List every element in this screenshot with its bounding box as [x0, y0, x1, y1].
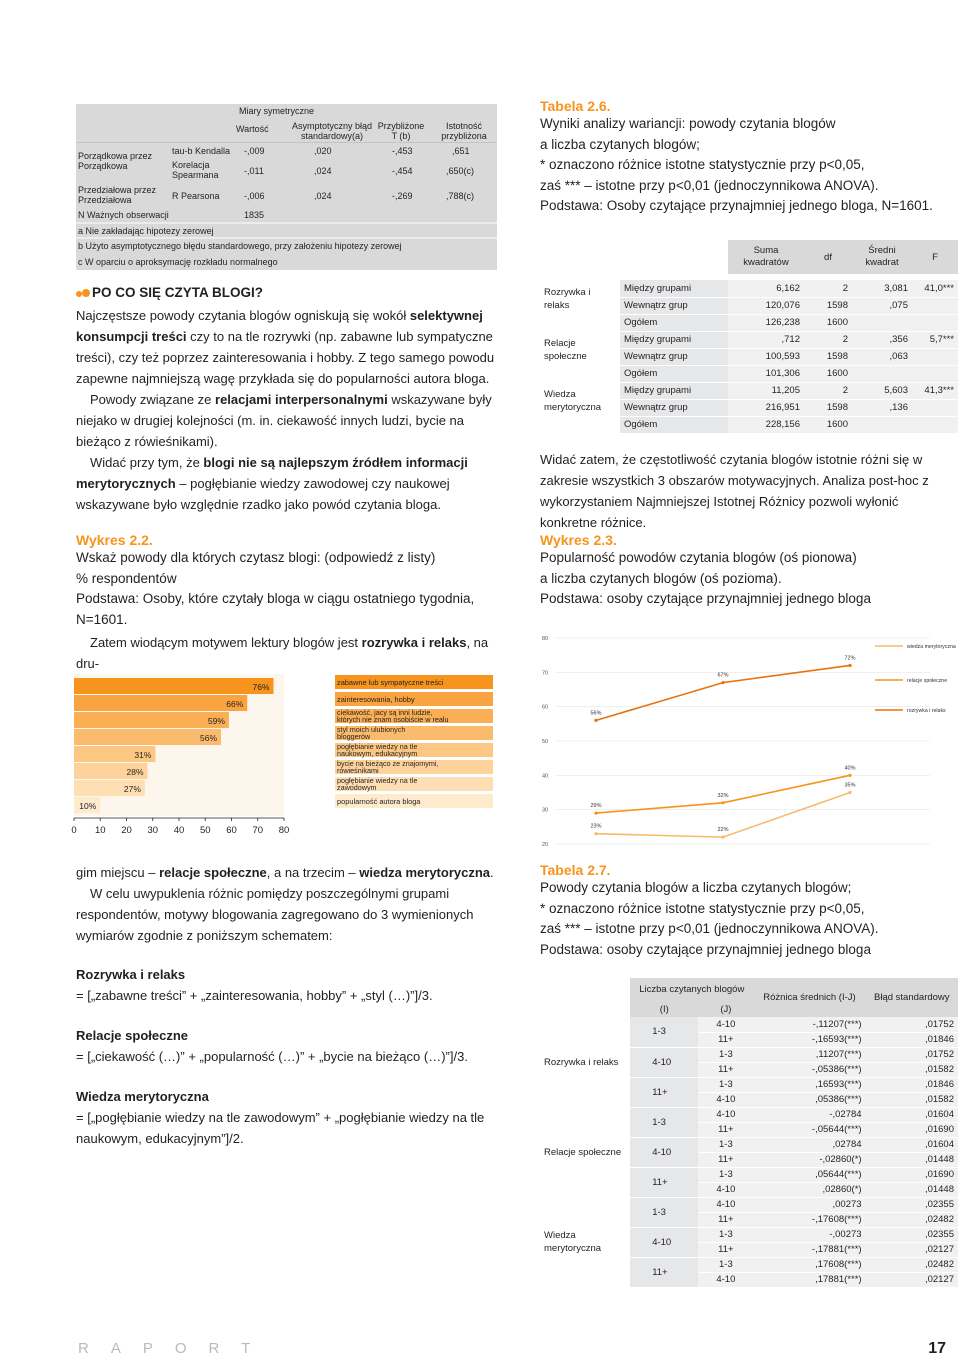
table-26-line-5: Podstawa: Osoby czytające przynajmniej jednego bloga, N=1601.	[540, 198, 933, 213]
posthoc-cell: ,17608(***)	[753, 1257, 865, 1272]
x-tick-label: 50	[199, 825, 211, 836]
anova-cell: 100,593	[728, 348, 804, 365]
posthoc-cell: ,01846	[866, 1077, 958, 1092]
posthoc-cell: ,01752	[866, 1047, 958, 1062]
chart-22-caption	[76, 532, 500, 674]
posthoc-j-cell: 11+	[698, 1122, 753, 1137]
posthoc-cell: -,02860(*)	[753, 1152, 865, 1167]
spss-row1-sub2: Korelacja Spearmana	[172, 160, 219, 180]
bar-value-label: 66%	[226, 699, 244, 709]
posthoc-cell: ,05386(***)	[753, 1092, 865, 1107]
table-27-line-4: Podstawa: osoby czytające przynajmniej jednego bloga	[540, 941, 871, 957]
posthoc-row	[540, 1107, 958, 1122]
posthoc-cell: ,02860(*)	[753, 1182, 865, 1197]
posthoc-header-j: (J)	[698, 1002, 753, 1017]
bar-2	[74, 695, 247, 711]
posthoc-cell: ,01582	[866, 1062, 958, 1077]
posthoc-j-cell: 4-10	[698, 1182, 753, 1197]
table-27-line-1: Powody czytania blogów a liczba czytanych blogów;	[540, 880, 852, 895]
posthoc-j-cell: 1-3	[698, 1167, 753, 1182]
anova-row	[540, 382, 958, 399]
anova-cell: 1600	[804, 416, 852, 433]
y-tick-label: 40	[542, 773, 549, 780]
legend-label: pogłębianie wiedzy na tle	[337, 776, 418, 785]
anova-cell: ,356	[852, 331, 912, 348]
posthoc-j-cell: 1-3	[698, 1137, 753, 1152]
spss-col-blad: Asymptotyczny błąd standardowy(a)	[291, 121, 373, 141]
chart-23-line-2: a liczba czytanych blogów (oś pozioma).	[540, 570, 782, 586]
posthoc-cell: -,11207(***)	[753, 1017, 865, 1032]
legend-label: wiedza merytoryczna	[907, 644, 956, 650]
posthoc-cell: -,17608(***)	[753, 1212, 865, 1227]
posthoc-row	[540, 1197, 958, 1212]
paragraph-1: Najczęstsze powody czytania blogów ogniskują się wokół selektywnej konsumpcji treści czy to na tle rozrywki (np. zabawne lub sympatyczne treści), czy też poprzez zainteresowania i hobby. Z tego samego powodu zapewne najmniejszą wagę przykłada się do popularności autora bloga.	[76, 308, 495, 386]
bar-value-label: 27%	[123, 784, 141, 794]
y-tick-label: 50	[542, 739, 549, 745]
posthoc-cell: ,02127	[866, 1272, 958, 1287]
table-26-line-4: zaś *** – istotne przy p<0,01 (jednoczynnikowa ANOVA).	[540, 177, 879, 193]
chart-22-basis: Podstawa: Osoby, które czytały bloga w ciągu ostatniego tygodnia, N=1601.	[76, 591, 475, 627]
anova-cell	[912, 348, 958, 365]
posthoc-cell: ,01448	[866, 1182, 958, 1197]
anova-cell: 6,162	[728, 280, 804, 297]
anova-cell: 2	[804, 382, 852, 399]
posthoc-cell: -,05644(***)	[753, 1122, 865, 1137]
series-value-label: 22%	[717, 827, 729, 834]
aggregation-p2: W celu uwypuklenia różnic pomiędzy poszczególnymi grupami respondentów, motywy blogowania zagregowano do 3 wymienionych wymiarów zgodnie z poniższym schematem:	[76, 886, 474, 943]
spss-row1-sub1: tau-b Kendalla	[172, 146, 231, 156]
anova-cell: 1598	[804, 399, 852, 416]
series-value-label: 72%	[844, 655, 856, 662]
anova-cell: ,712	[728, 331, 804, 348]
posthoc-row	[540, 1017, 958, 1032]
anova-cell: 126,238	[728, 314, 804, 331]
table-26-line-1: Wyniki analizy wariancji: powody czytania blogów	[540, 116, 836, 131]
spss-row2-t: -,269	[392, 191, 413, 201]
series-point	[594, 812, 597, 815]
anova-group-label: Wiedza merytoryczna	[544, 389, 602, 413]
anova-cell: 3,081	[852, 280, 912, 297]
chart-22-title: Wskaż powody dla których czytasz blogi: (odpowiedź z listy)	[76, 550, 436, 565]
section-why-read-blogs	[76, 285, 497, 515]
x-tick-label: 40	[173, 825, 185, 836]
anova-cell	[852, 416, 912, 433]
spss-n-label: N Ważnych obserwacji	[78, 210, 169, 220]
legend-label: bycie na bieżąco ze znajomymi,	[337, 759, 439, 768]
posthoc-cell: ,00273	[753, 1197, 865, 1212]
table-26-line-2: a liczba czytanych blogów;	[540, 136, 700, 152]
x-tick-label: 60	[226, 825, 237, 836]
posthoc-j-cell: 1-3	[698, 1047, 753, 1062]
table-27-line-2: * oznaczono różnice istotne statystycznie przy p<0,05,	[540, 900, 865, 916]
anova-cell	[912, 399, 958, 416]
posthoc-cell: ,02784	[753, 1137, 865, 1152]
anova-cell: ,063	[852, 348, 912, 365]
spss-col-istotnosc: Istotność przybliżona	[441, 121, 487, 141]
posthoc-j-cell: 1-3	[698, 1257, 753, 1272]
posthoc-cell: -,05386(***)	[753, 1062, 865, 1077]
series-value-label: 29%	[590, 803, 602, 810]
posthoc-j-cell: 11+	[698, 1242, 753, 1257]
anova-cell: 5,7***	[912, 331, 958, 348]
legend-label: zainteresowania, hobby	[337, 695, 415, 704]
anova-cell: 41,0***	[912, 280, 958, 297]
anova-row-label: Wewnątrz grup	[620, 399, 728, 416]
spss-row2-v: -,006	[244, 191, 265, 201]
spss-row1-b1: ,020	[314, 146, 332, 156]
anova-cell: 11,205	[728, 382, 804, 399]
posthoc-i-cell: 11+	[630, 1167, 698, 1197]
table-26-line-3: * oznaczono różnice istotne statystycznie przy p<0,05,	[540, 157, 865, 172]
anova-cell	[912, 314, 958, 331]
y-tick-label: 30	[542, 807, 549, 814]
posthoc-group-label: Wiedza merytoryczna	[544, 1230, 602, 1254]
posthoc-cell: ,01604	[866, 1137, 958, 1152]
series-point	[848, 774, 851, 777]
legend-label: relacje społeczne	[907, 678, 948, 684]
dimension-formula-3: = [„pogłębianie wiedzy na tle zawodowym” + „pogłębianie wiedzy na tle naukowym, edukacyjnym”]/2.	[76, 1110, 485, 1146]
bar-3	[74, 712, 229, 728]
posthoc-j-cell: 4-10	[698, 1272, 753, 1287]
posthoc-cell: ,02482	[866, 1212, 958, 1227]
anova-row-label: Ogółem	[620, 365, 728, 382]
dimension-heading-2: Relacje społeczne	[76, 1028, 188, 1043]
posthoc-cell: ,02355	[866, 1227, 958, 1242]
posthoc-i-cell: 4-10	[630, 1137, 698, 1167]
section-body	[76, 305, 497, 515]
paragraph-3: Widać przy tym, że blogi nie są najlepszym źródłem informacji merytorycznych – pogłębianie wiedzy zawodowej czy naukowej wskazywane było względnie rzadko jako powód czytania bloga.	[76, 455, 468, 512]
series-value-label: 40%	[844, 765, 856, 772]
posthoc-i-cell: 4-10	[630, 1047, 698, 1077]
anova-row-label: Wewnątrz grup	[620, 348, 728, 365]
dimension-formula-1: = [„zabawne treści” + „zainteresowania, hobby” + „styl (…)”]/3.	[76, 988, 433, 1003]
posthoc-cell: ,01690	[866, 1167, 958, 1182]
anova-cell: 216,951	[728, 399, 804, 416]
dimension-heading-3: Wiedza merytoryczna	[76, 1089, 209, 1104]
series-value-label: 32%	[717, 792, 729, 799]
anova-cell: 228,156	[728, 416, 804, 433]
aggregation-text	[76, 862, 500, 1149]
series-value-label: 23%	[590, 823, 602, 830]
bar-4	[74, 729, 221, 745]
posthoc-cell: ,01604	[866, 1107, 958, 1122]
posthoc-j-cell: 1-3	[698, 1227, 753, 1242]
posthoc-cell: ,05644(***)	[753, 1167, 865, 1182]
page-number: 17	[928, 1340, 946, 1357]
table-27-line-3: zaś *** – istotne przy p<0,01 (jednoczynnikowa ANOVA).	[540, 921, 879, 936]
anova-cell	[912, 297, 958, 314]
series-point	[721, 681, 724, 684]
table-27-label: Tabela 2.7.	[540, 862, 611, 878]
y-tick-label: 70	[542, 670, 549, 677]
legend-label: pogłębianie wiedzy na tle	[337, 742, 418, 751]
legend-label: rówieśnikami	[337, 766, 379, 775]
posthoc-i-cell: 4-10	[630, 1227, 698, 1257]
spss-row2-group: Przedziałowa przez Przedziałowa	[78, 185, 157, 205]
series-point	[594, 719, 597, 722]
posthoc-cell: ,11207(***)	[753, 1047, 865, 1062]
anova-header-sredni: Średni kwadrat	[852, 240, 912, 274]
anova-group-label: Relacje społeczne	[544, 338, 587, 362]
chart-22-lead-text: Zatem wiodącym motywem lektury blogów jest rozrywka i relaks, na dru-	[76, 635, 489, 671]
spss-row1-t1: -,453	[392, 146, 413, 156]
bullet-dots-icon	[76, 288, 90, 298]
legend-label: naukowym, edukacyjnym	[337, 749, 418, 758]
anova-header-suma: Suma kwadratów	[728, 240, 804, 274]
spss-row2-i: ,788(c)	[446, 191, 475, 201]
posthoc-group-label: Rozrywka i relaks	[544, 1056, 619, 1068]
anova-row	[540, 280, 958, 297]
chart-23-line-3: Podstawa: osoby czytające przynajmniej jednego bloga	[540, 591, 871, 606]
anova-cell: 1598	[804, 348, 852, 365]
table-27-caption	[540, 862, 958, 960]
spss-note-a: a Nie zakładając hipotezy zerowej	[78, 226, 214, 236]
anova-row-label: Ogółem	[620, 314, 728, 331]
bar-value-label: 28%	[126, 767, 144, 777]
posthoc-j-cell: 11+	[698, 1212, 753, 1227]
dimension-formula-2: = [„ciekawość (…)” + „popularność (…)” + „bycie na bieżąco (…)”]/3.	[76, 1049, 468, 1064]
anova-row-label: Między grupami	[620, 331, 728, 348]
spss-col-wartosc: Wartość	[236, 124, 269, 134]
reasons-line-chart	[530, 630, 956, 854]
aggregation-p1: gim miejscu – relacje społeczne, a na trzecim – wiedza merytoryczna.	[76, 865, 494, 880]
legend-label: rozrywka i relaks	[907, 708, 946, 714]
anova-cell: 2	[804, 280, 852, 297]
y-tick-label: 80	[542, 636, 549, 642]
posthoc-table	[540, 978, 958, 1288]
posthoc-cell: ,02482	[866, 1257, 958, 1272]
posthoc-i-cell: 1-3	[630, 1107, 698, 1137]
anova-cell	[912, 416, 958, 433]
posthoc-header-blad: Błąd standardowy	[866, 978, 958, 1017]
posthoc-cell: ,17881(***)	[753, 1272, 865, 1287]
x-tick-label: 10	[94, 825, 106, 836]
posthoc-cell: -,02784	[753, 1107, 865, 1122]
spss-row1-v1: -,009	[244, 146, 265, 156]
legend-label: ciekawość, jacy są inni ludzie,	[337, 708, 433, 717]
anova-row	[540, 331, 958, 348]
table-26-label: Tabela 2.6.	[540, 98, 611, 114]
spss-note-c: c W oparciu o aproksymację rozkładu normalnego	[78, 257, 278, 267]
spss-note-b: b Użyto asymptotycznego błędu standardowego, przy założeniu hipotezy zerowej	[78, 241, 402, 251]
series-point	[594, 832, 597, 835]
series-point	[721, 836, 724, 839]
x-tick-label: 70	[252, 825, 264, 836]
chart-22-unit: % respondentów	[76, 570, 177, 586]
posthoc-j-cell: 4-10	[698, 1017, 753, 1032]
spss-row1-i2: ,650(c)	[446, 166, 475, 176]
x-tick-label: 30	[147, 825, 159, 836]
x-tick-label: 80	[278, 825, 290, 836]
anova-header-df: df	[804, 240, 852, 274]
spss-row2-b: ,024	[314, 191, 332, 201]
posthoc-group-label: Relacje społeczne	[544, 1146, 622, 1158]
paragraph-2: Powody związane ze relacjami interpersonalnymi wskazywane były niejako w drugiej kolejności (m. in. ciekawość innych ludzi, bycie na bieżąco z rówieśnikami).	[76, 392, 492, 449]
posthoc-header-liczba: Liczba czytanych blogów	[630, 978, 753, 1002]
posthoc-j-cell: 1-3	[698, 1077, 753, 1092]
posthoc-i-cell: 11+	[630, 1257, 698, 1287]
posthoc-i-cell: 1-3	[630, 1197, 698, 1227]
series-value-label: 56%	[590, 710, 602, 717]
symmetric-measures-table	[76, 104, 497, 270]
posthoc-j-cell: 4-10	[698, 1092, 753, 1107]
series-value-label: 67%	[717, 672, 729, 679]
bar-value-label: 10%	[79, 801, 97, 811]
series-point	[848, 791, 851, 794]
section-heading	[76, 285, 497, 300]
posthoc-j-cell: 4-10	[698, 1107, 753, 1122]
x-tick-label: 0	[71, 825, 77, 836]
anova-table	[540, 240, 958, 434]
bar-value-label: 31%	[134, 750, 152, 760]
anova-row-label: Ogółem	[620, 416, 728, 433]
posthoc-cell: ,01582	[866, 1092, 958, 1107]
anova-row-label: Między grupami	[620, 382, 728, 399]
table-26-conclusion: Widać zatem, że częstotliwość czytania blogów istotnie różni się w zakresie wszystkich 3 obszarów motywacyjnych. Analiza post-hoc z wykorzystaniem Najmniejszej Istotnej Różnicy pozwoli wyłonić konkretne różnice.	[540, 452, 929, 530]
posthoc-cell: ,16593(***)	[753, 1077, 865, 1092]
anova-cell	[852, 365, 912, 382]
spss-header-top: Miary symetryczne	[239, 106, 315, 116]
chart-23-caption	[540, 532, 958, 610]
posthoc-cell: ,01448	[866, 1152, 958, 1167]
series-point	[721, 801, 724, 804]
posthoc-cell: -,00273	[753, 1227, 865, 1242]
table-26-caption	[540, 98, 958, 217]
posthoc-cell: ,01846	[866, 1032, 958, 1047]
chart-23-label: Wykres 2.3.	[540, 532, 617, 548]
series-point	[848, 664, 851, 667]
spss-row1-b2: ,024	[314, 166, 332, 176]
x-tick-label: 20	[121, 825, 132, 836]
anova-cell: ,136	[852, 399, 912, 416]
bar-1	[74, 678, 274, 694]
bar-value-label: 59%	[207, 716, 225, 726]
posthoc-cell: -,17881(***)	[753, 1242, 865, 1257]
posthoc-cell: -,16593(***)	[753, 1032, 865, 1047]
spss-row1-t2: -,454	[392, 166, 413, 176]
anova-cell: 1600	[804, 365, 852, 382]
anova-cell: 1598	[804, 297, 852, 314]
footer-raport: RAPORT	[78, 1340, 273, 1357]
legend-label: zabawne lub sympatyczne treści	[337, 678, 444, 687]
spss-col-t: Przybliżone T (b)	[377, 121, 425, 141]
posthoc-header-i: (I)	[630, 1002, 698, 1017]
anova-row-label: Między grupami	[620, 280, 728, 297]
chart-23-line-1: Popularność powodów czytania blogów (oś pionowa)	[540, 550, 857, 565]
anova-row-label: Wewnątrz grup	[620, 297, 728, 314]
section-heading-text: PO CO SIĘ CZYTA BLOGI?	[92, 285, 264, 300]
posthoc-i-cell: 11+	[630, 1077, 698, 1107]
anova-group-label: Rozrywka i relaks	[544, 287, 591, 311]
anova-header-f: F	[912, 240, 958, 274]
chart-22-label: Wykres 2.2.	[76, 532, 153, 548]
posthoc-cell: ,02127	[866, 1242, 958, 1257]
anova-cell: ,075	[852, 297, 912, 314]
posthoc-j-cell: 11+	[698, 1062, 753, 1077]
y-tick-label: 60	[542, 704, 549, 711]
bar-value-label: 56%	[199, 733, 217, 743]
spss-row1-group: Porządkowa przez Porządkowa	[78, 151, 153, 171]
y-tick-label: 20	[542, 842, 549, 848]
legend-label: bloggerów	[337, 732, 371, 741]
legend-label: których nie znam osobiście w realu	[337, 715, 449, 724]
anova-cell	[852, 314, 912, 331]
anova-cell	[912, 365, 958, 382]
posthoc-cell: ,01690	[866, 1122, 958, 1137]
dimension-heading-1: Rozrywka i relaks	[76, 967, 186, 982]
spss-n-val: 1835	[244, 210, 265, 220]
anova-cell: 41,3***	[912, 382, 958, 399]
bar-value-label: 76%	[252, 682, 270, 692]
posthoc-i-cell: 1-3	[630, 1017, 698, 1047]
series-value-label: 35%	[844, 782, 856, 789]
anova-cell: 120,076	[728, 297, 804, 314]
anova-cell: 101,306	[728, 365, 804, 382]
posthoc-cell: ,02355	[866, 1197, 958, 1212]
posthoc-header-roznica: Różnica średnich (I-J)	[753, 978, 865, 1017]
posthoc-cell: ,01752	[866, 1017, 958, 1032]
legend-label: zawodowym	[337, 783, 377, 792]
legend-label: styl moich ulubionych	[337, 725, 406, 734]
spss-row1-v2: -,011	[244, 166, 264, 176]
spss-row2-sub: R Pearsona	[172, 191, 220, 201]
legend-label: popularność autora bloga	[337, 797, 421, 806]
posthoc-j-cell: 4-10	[698, 1197, 753, 1212]
reasons-bar-chart	[60, 664, 505, 840]
anova-cell: 1600	[804, 314, 852, 331]
spss-row1-i1: ,651	[452, 146, 470, 156]
anova-cell: 2	[804, 331, 852, 348]
anova-cell: 5,603	[852, 382, 912, 399]
posthoc-j-cell: 11+	[698, 1152, 753, 1167]
posthoc-j-cell: 11+	[698, 1032, 753, 1047]
